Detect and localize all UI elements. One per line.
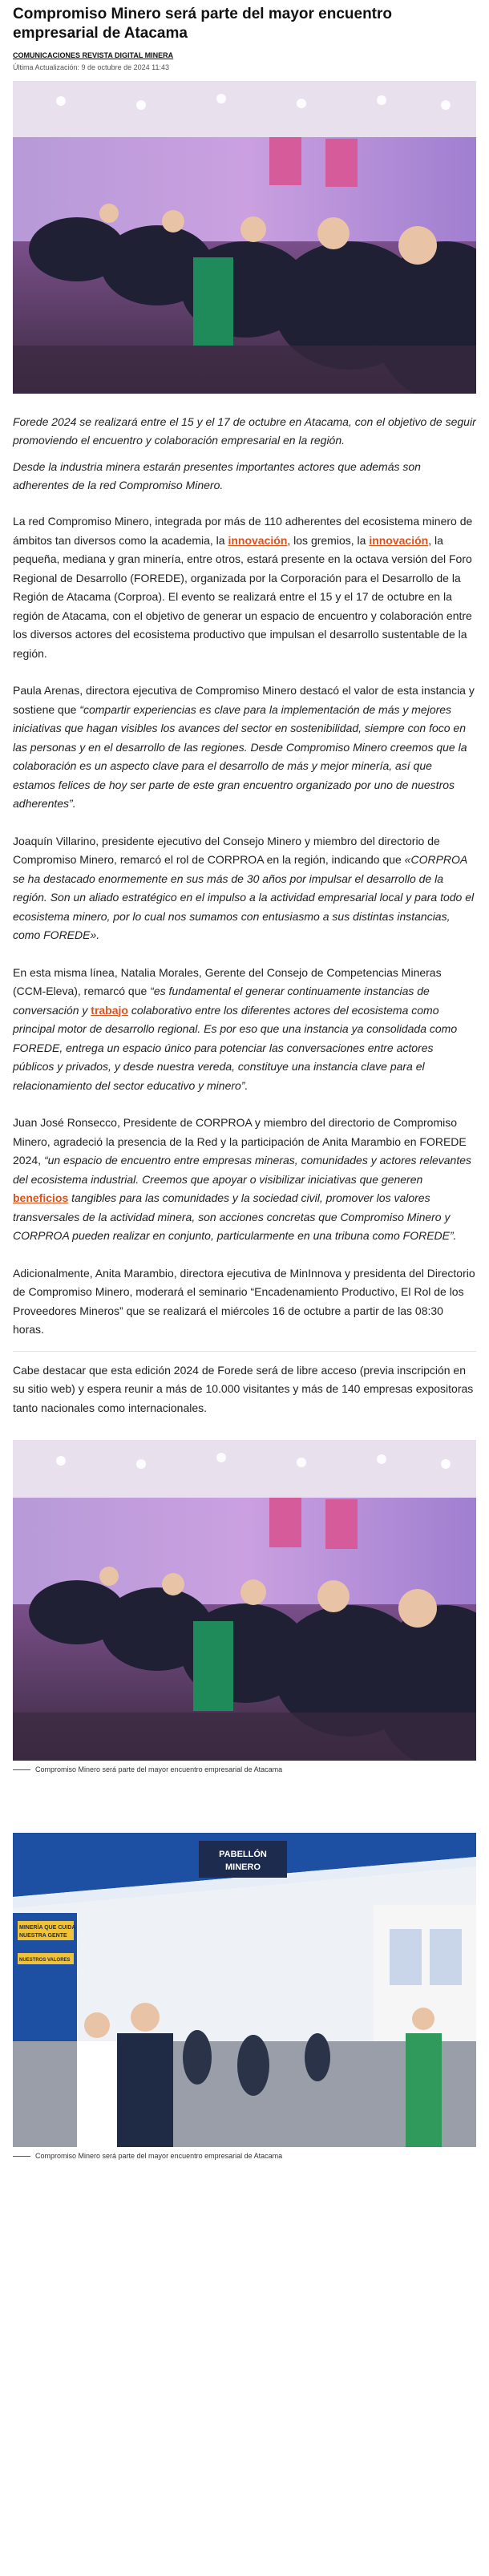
innovation-link-1[interactable]: innovación [228,533,288,547]
p3-quote: «CORPROA se ha destacado enormemente en sus más de 30 años por impulsar el desarrollo de la región. Son un aliado estratégico en el impulso a la actividad empresarial local y para todo el ecosistema minero, por lo cual nos sumamos con entusiasmo a sus distintas instancias, como FOREDE». [13,853,475,941]
figure-1-caption-text: Compromiso Minero será parte del mayor encuentro empresarial de Atacama [35,1765,283,1773]
hero-image [13,81,476,394]
article-title: Compromiso Minero será parte del mayor encuentro empresarial de Atacama [13,6,393,42]
content-divider [13,1351,476,1352]
p5-quote-2: tangibles para las comunidades y la sociedad civil, promover los valores transversales de la actividad minera, son acciones concretas que Compromiso Minero y CORPROA pueden realizar en conjunto, particularmente en una tribuna como FOREDE”. [13,1191,457,1242]
p4-quote-2: colaborativo entre los diferentes actores del ecosistema como principal motor de desarrollo regional. Es por eso que una instancia ya consolidada como FOREDE, entrega un espacio único para potenciar las conversaciones entre actores públicos y privados, y desde nuestra vereda, constituye una instancia clave para el relacionamiento del sector educativo y minero”. [13,1003,458,1092]
sign-2-text: NUESTRA GENTE [19,1933,67,1939]
body-paragraph-3 [13,832,476,945]
updated-timestamp: Última Actualización: 9 de octubre de 2024 11:43 [13,63,169,71]
audience-photo [13,81,476,394]
innovation-link-2[interactable]: innovación [369,533,429,547]
sign-3-text: NUESTROS VALORES [19,1958,71,1963]
body-paragraph-4 [13,964,476,1096]
pavilion-photo [13,1801,476,2147]
article-lead [13,413,476,495]
p1-text-b: , los gremios, la [287,533,370,547]
body-paragraph-6: Adicionalmente, Anita Marambio, directora ejecutiva de MinInnova y presidenta del Directorio de Compromiso Minero, moderará el seminario “Encadenamiento Productivo, El Rol de los Proveedores Mineros” que se realizará el miércoles 16 de octubre a partir de las 08:30 horas. [13,1266,475,1336]
banner-bottom-text: MINERO [225,1862,261,1872]
trabajo-link[interactable]: trabajo [91,1003,128,1017]
p3-text-a: Joaquín Villarino, presidente ejecutivo del Consejo Minero y miembro del directorio de Compromiso Minero, remarcó el rol de CORPROA en la región, indicando que [13,834,440,866]
lead-paragraph-2: Desde la industria minera estarán presentes importantes actores que además son adherentes de la red Compromiso Minero. [13,460,421,491]
sign-1-text: MINERÍA QUE CUIDA [19,1925,76,1931]
body-paragraph-5 [13,1114,476,1246]
author-link[interactable]: COMUNICACIONES REVISTA DIGITAL MINERA [13,51,174,59]
figure-2-caption [13,2152,476,2160]
caption-dash [13,1769,30,1770]
lead-paragraph-1: Forede 2024 se realizará entre el 15 y el 17 de octubre en Atacama, con el objetivo de seguir promoviendo el encuentro y colaboración empresarial en la región. [13,415,476,447]
p5-quote-1: “un espacio de encuentro entre empresas mineras, comunidades y actores relevantes del ecosistema industrial. Creemos que apoyar o visibilizar iniciativas que generen [13,1154,472,1186]
figure-2-image [13,1801,476,2147]
p1-text-c: , la pequeña, mediana y gran minería, entre otros, estará presente en la octava versión del Foro Regional de Desarrollo (FOREDE), organizada por la Corporación para el Desarrollo de la Región de Atacama (Corproa). El evento se realizará entre el 15 y el 17 de octubre en la región de Atacama, con el objetivo de generar un espacio de encuentro y colaboración entre los diversos actores del ecosistema productivo que impulsan el desarrollo sustentable de la región. [13,533,472,660]
p4-quote-1: “es fundamental el generar continuamente instancias de conversación y [13,985,430,1017]
p5-text-a: Juan José Ronsecco, Presidente de CORPROA y miembro del directorio de Compromiso Minero, agradeció la presencia de la Red y la participación de Anita Marambio en FOREDE 2024, [13,1116,467,1167]
body-paragraph-7: Cabe destacar que esta edición 2024 de Forede será de libre acceso (previa inscripción en su sitio web) y espera reunir a más de 10.000 visitantes y más de 140 empresas expositoras tanto nacionales como internacionales. [13,1363,474,1414]
audience-photo-2 [13,1440,476,1761]
figure-1-image [13,1440,476,1761]
p1-text-a: La red Compromiso Minero, integrada por más de 110 adherentes del ecosistema minero de ámbitos tan diversos como la academia, la [13,515,473,547]
caption-dash-2 [13,2156,30,2157]
p4-text-a: En esta misma línea, Natalia Morales, Gerente del Consejo de Competencias Mineras (CCM-Eleva), remarcó que [13,965,442,997]
beneficios-link[interactable]: beneficios [13,1191,69,1204]
figure-2-caption-text: Compromiso Minero será parte del mayor encuentro empresarial de Atacama [35,2152,283,2160]
figure-1-caption [13,1765,476,1773]
p2-text-a: Paula Arenas, directora ejecutiva de Compromiso Minero destacó el valor de esta instancia y sostiene que [13,684,475,716]
body-paragraph-2 [13,681,476,814]
p2-quote: “compartir experiencias es clave para la implementación de más y mejores iniciativas que hagan visibles los avances del sector en sostenibilidad, siempre con foco en las personas y en el desarrollo de las regiones. Desde Compromiso Minero creemos que la colaboración es un aspecto clave para el desarrollo de más y mejor minería, así que estamos felices de hoy ser parte de este gran encuentro organizado por uno de nuestros adherentes”. [13,702,467,810]
article-body [13,503,476,1417]
banner-top-text: PABELLÓN [219,1850,267,1859]
body-paragraph-1 [13,512,476,663]
